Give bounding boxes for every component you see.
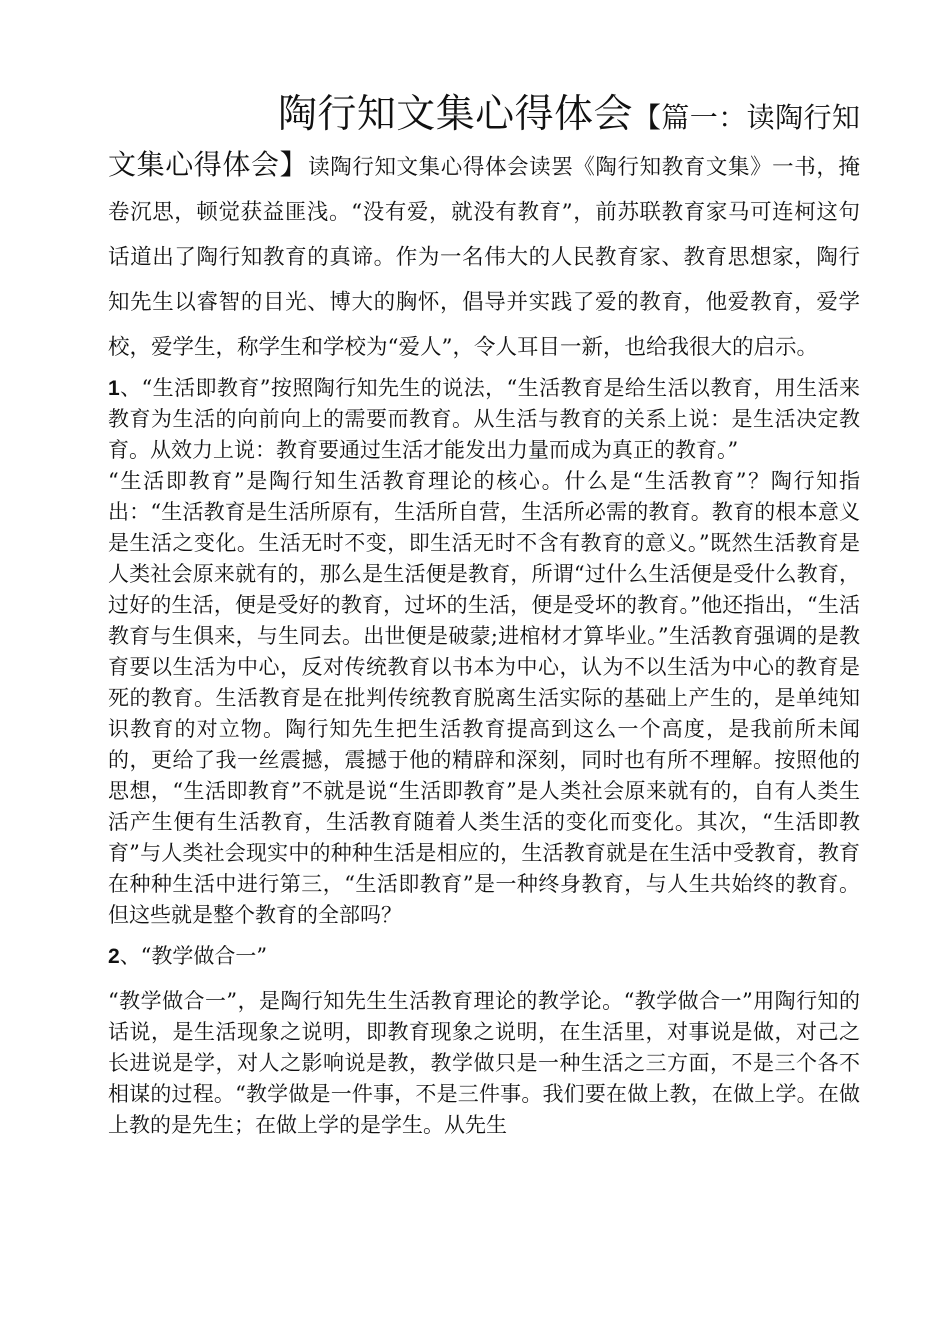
intro-paragraph: 读陶行知文集心得体会读罢《陶行知教育文集》一书，掩卷沉思，顿觉获益匪浅。“没有爱，就没有教育”，前苏联教育家马可连柯这句话道出了陶行知教育的真谛。作为一名伟大的人民教育家、教育思想家，陶行知先生以睿智的目光、博大的胸怀，倡导并实践了爱的教育，他爱教育，爱学校，爱学生，称学生和学校为“爱人”，令人耳目一新，也给我很大的启示。 bbox=[108, 155, 860, 360]
section-1-body: “生活即教育”是陶行知生活教育理论的核心。什么是“生活教育”？陶行知指出：“生活教育是生活所原有，生活所自营，生活所必需的教育。教育的根本意义是生活之变化。生活无时不变，即生活无时不含有教育的意义。”既然生活教育是人类社会原来就有的，那么是生活便是教育，所谓“过什么生活便是受什么教育，过好的生活，便是受好的教育，过坏的生活，便是受坏的教育。”他还指出，“生活教育与生俱来，与生同去。出世便是破蒙;进棺材才算毕业。”生活教育强调的是教育要以生活为中心，反对传统教育以书本为中心，认为不以生活为中心的教育是死的教育。生活教育是在批判传统教育脱离生活实际的基础上产生的，是单纯知识教育的对立物。陶行知先生把生活教育提高到这么一个高度，是我前所未闻的，更给了我一丝震撼，震撼于他的精辟和深刻，同时也有所不理解。按照他的思想，“生活即教育”不就是说“生活即教育”是人类社会原来就有的，自有人类生活产生便有生活教育，生活教育随着人类生活的变化而变化。其次，“生活即教育”与人类社会现实中的种种生活是相应的，生活教育就是在生活中受教育，教育在种种生活中进行第三，“生活即教育”是一种终身教育，与人生共始终的教育。但这些就是整个教育的全部吗？ bbox=[108, 469, 860, 927]
document-subtitle: 【篇一：读陶行知文集心得体会】 bbox=[108, 101, 860, 181]
section-1-number: 1 bbox=[108, 377, 120, 400]
title-and-intro bbox=[108, 92, 860, 369]
section-2-body: “教学做合一”，是陶行知先生生活教育理论的教学论。“教学做合一”用陶行知的话说，是生活现象之说明，即教育现象之说明，在生活里，对事说是做，对己之长进说是学，对人之影响说是教，教学做只是一种生活之三方面，不是三个各不相谋的过程。“教学做是一件事，不是三件事。我们要在做上教，在做上学。在做上教的是先生；在做上学的是学生。从先生 bbox=[108, 989, 860, 1137]
document-content bbox=[108, 92, 860, 1162]
section-1-heading bbox=[108, 373, 860, 466]
section-2-number: 2 bbox=[108, 945, 120, 968]
section-1-text: 、“生活即教育”按照陶行知先生的说法，“生活教育是给生活以教育，用生活来教育为生活的向前向上的需要而教育。从生活与教育的关系上说：是生活决定教育。从效力上说：教育要通过生活才能发出力量而成为真正的教育。” bbox=[108, 376, 860, 462]
section-2-heading bbox=[108, 941, 860, 972]
section-2-text: 、“教学做合一” bbox=[119, 944, 268, 968]
document-title: 陶行知文集心得体会 bbox=[278, 92, 633, 137]
